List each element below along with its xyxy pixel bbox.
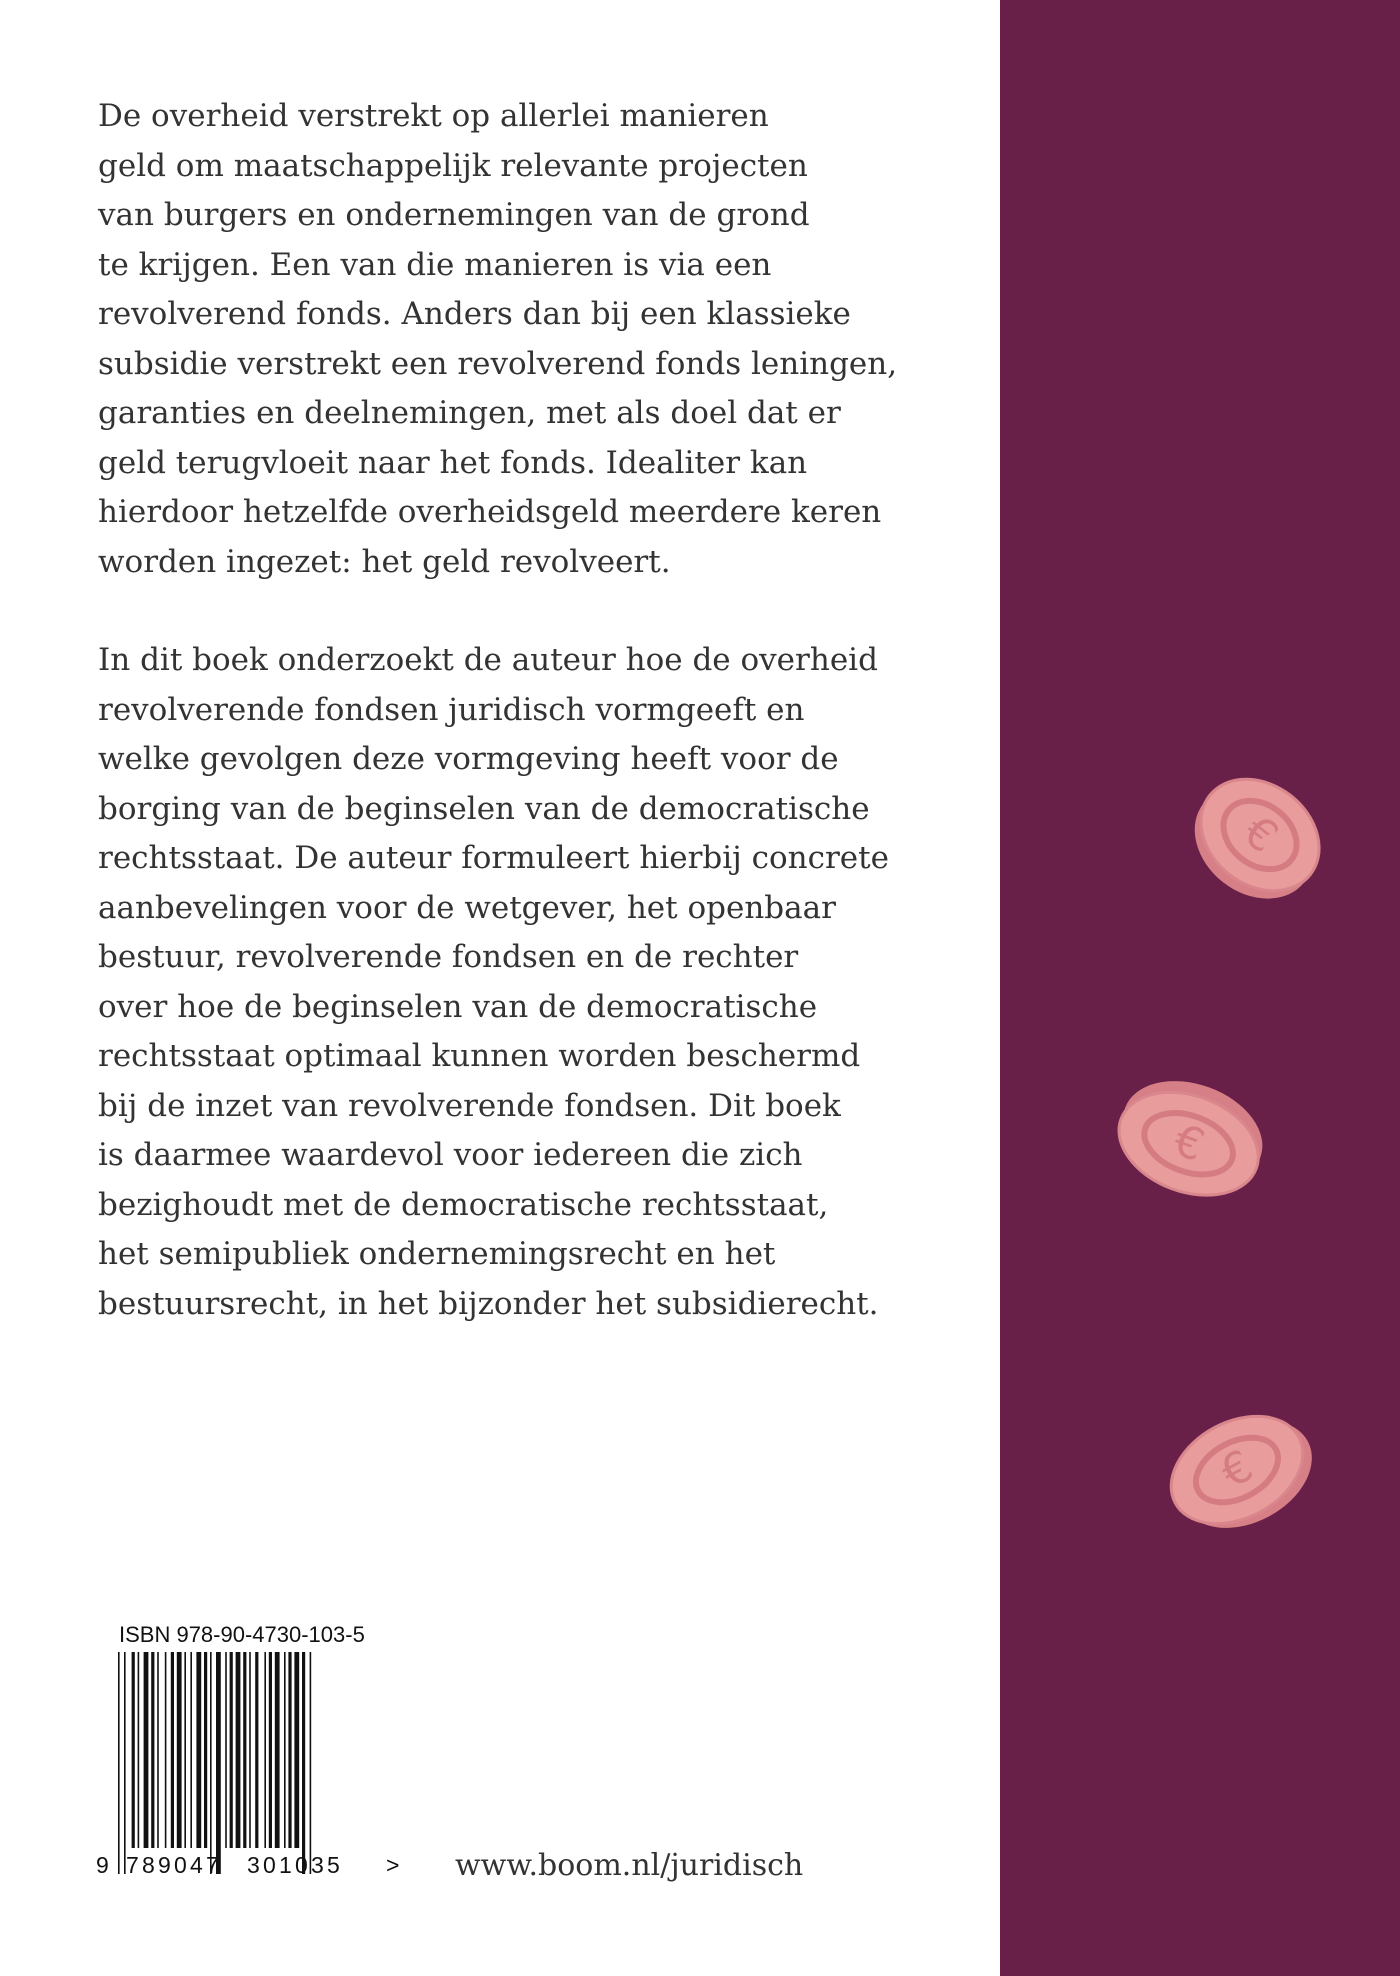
barcode-bar <box>275 1652 280 1848</box>
blurb-line: is daarmee waardevol voor iedereen die zich <box>98 1137 803 1173</box>
barcode-bar <box>288 1652 291 1848</box>
barcode-digits-group-2: 301035 <box>247 1852 343 1878</box>
blurb-line: van burgers en ondernemingen van de grond <box>98 197 810 233</box>
barcode-bar <box>230 1652 233 1848</box>
barcode-bar <box>157 1652 159 1848</box>
blurb-line: garanties en deelnemingen, met als doel dat er <box>98 395 841 431</box>
barcode-bar <box>132 1652 135 1848</box>
barcode <box>110 1652 400 1877</box>
barcode-bar <box>204 1652 207 1848</box>
blurb-line: De overheid verstrekt op allerlei manieren <box>98 98 769 134</box>
euro-coin-icon <box>1105 1075 1275 1205</box>
blurb-line: worden ingezet: het geld revolveert. <box>98 543 671 580</box>
barcode-bar <box>255 1652 258 1848</box>
blurb-paragraph-1 <box>98 92 958 587</box>
barcode-bar <box>302 1652 305 1874</box>
blurb-line: hierdoor hetzelfde overheidsgeld meerdere keren <box>98 494 882 530</box>
blurb-line: revolverende fondsen juridisch vormgeeft en <box>98 691 805 728</box>
barcode-bar <box>144 1652 149 1848</box>
barcode-digit-first: 9 <box>96 1852 109 1878</box>
blurb-line: welke gevolgen deze vormgeving heeft voor de <box>98 741 839 777</box>
barcode-bar <box>243 1652 246 1848</box>
svg-text:€: € <box>1233 805 1288 864</box>
barcode-bar <box>124 1652 126 1874</box>
barcode-bar <box>196 1652 201 1848</box>
side-color-panel <box>1000 0 1400 1976</box>
barcode-bar <box>225 1652 227 1848</box>
barcode-bar <box>294 1652 299 1848</box>
blurb-paragraph-2 <box>98 636 958 1329</box>
euro-coin-icon <box>1152 1400 1322 1540</box>
blurb-line: over hoe de beginselen van de democratische <box>98 988 818 1025</box>
blurb-line: bestuursrecht, in het bijzonder het subsidierecht. <box>98 1285 879 1322</box>
publisher-website: www.boom.nl/juridisch <box>455 1848 804 1883</box>
barcode-bar <box>249 1652 251 1848</box>
blurb-line: bij de inzet van revolverende fondsen. Dit boek <box>98 1087 841 1124</box>
blurb-line: borging van de beginselen van de democratische <box>98 790 870 827</box>
blurb-line: aanbevelingen voor de wetgever, het openbaar <box>98 889 836 926</box>
blurb-line: bezighoudt met de democratische rechtsstaat, <box>98 1186 829 1223</box>
blurb-line: het semipubliek ondernemingsrecht en het <box>98 1236 776 1272</box>
barcode-bar <box>177 1652 182 1848</box>
barcode-digits-group-1: 789047 <box>126 1852 222 1878</box>
barcode-bar <box>236 1652 241 1848</box>
blurb-line: rechtsstaat optimaal kunnen worden beschermd <box>98 1038 861 1074</box>
back-cover-blurb <box>98 92 958 1329</box>
barcode-bar <box>216 1652 221 1874</box>
blurb-line: revolverend fonds. Anders dan bij een klassieke <box>98 296 851 332</box>
barcode-bar <box>264 1652 266 1848</box>
euro-coin-icon <box>1180 760 1340 910</box>
svg-text:€: € <box>1166 1114 1211 1173</box>
blurb-line: bestuur, revolverende fondsen en de rechter <box>98 939 799 975</box>
barcode-bar <box>210 1652 212 1874</box>
blurb-line: te krijgen. Een van die manieren is via een <box>98 246 772 283</box>
barcode-bar <box>118 1652 120 1874</box>
barcode-bar <box>190 1652 192 1848</box>
barcode-bar <box>284 1652 286 1848</box>
svg-text:€: € <box>1212 1440 1262 1499</box>
blurb-line: geld om maatschappelijk relevante projecten <box>98 147 808 184</box>
barcode-bar <box>269 1652 272 1848</box>
barcode-bar <box>165 1652 167 1848</box>
barcode-bar <box>171 1652 174 1848</box>
isbn-label: ISBN 978-90-4730-103-5 <box>119 1622 365 1647</box>
blurb-line: geld terugvloeit naar het fonds. Idealiter kan <box>98 444 808 481</box>
barcode-bar <box>138 1652 140 1848</box>
barcode-bar <box>310 1652 312 1874</box>
barcode-arrow: > <box>386 1852 400 1878</box>
blurb-line: In dit boek onderzoekt de auteur hoe de overheid <box>98 642 878 678</box>
blurb-line: subsidie verstrekt een revolverend fonds leningen, <box>98 345 898 382</box>
blurb-line: rechtsstaat. De auteur formuleert hierbij concrete <box>98 840 889 876</box>
barcode-bar <box>151 1652 154 1848</box>
barcode-bar <box>184 1652 186 1848</box>
